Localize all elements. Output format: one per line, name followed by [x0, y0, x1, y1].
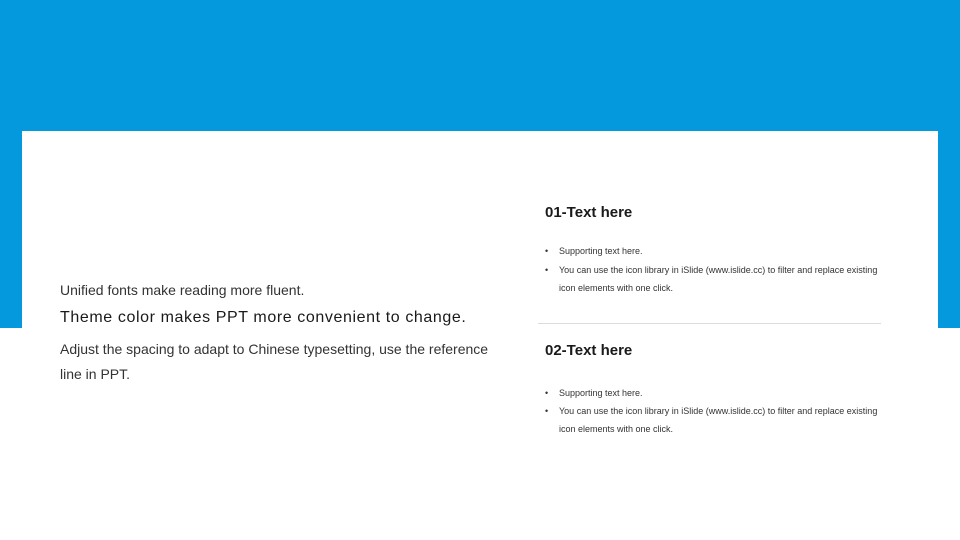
accent-band-top: [0, 0, 960, 131]
section-02: [545, 342, 890, 438]
bullet-text: You can use the icon library in iSlide (www.islide.cc) to filter and replace existing icon elements with one click.: [559, 265, 878, 293]
body-text-line-3: Adjust the spacing to adapt to Chinese typesetting, use the reference line in PPT.: [60, 341, 489, 382]
bullet-text: Supporting text here.: [559, 246, 643, 256]
section-title: 02-Text here: [545, 342, 633, 359]
bullet-dot-icon: •: [545, 388, 549, 398]
bullet-item: [545, 242, 890, 260]
bullet-item: [545, 384, 890, 402]
accent-band-right: [938, 131, 960, 328]
bullet-dot-icon: •: [545, 246, 549, 256]
bullet-dot-icon: •: [545, 265, 549, 275]
body-text-line-2: Theme color makes PPT more convenient to change.: [60, 309, 467, 326]
accent-band-left: [0, 131, 22, 328]
bullet-list: [545, 384, 890, 438]
body-text-line-1: Unified fonts make reading more fluent.: [60, 282, 305, 298]
bullet-item: [545, 261, 890, 297]
bullet-dot-icon: •: [545, 406, 549, 416]
section-divider: [538, 323, 881, 324]
content-card: [22, 131, 938, 540]
bullet-text: You can use the icon library in iSlide (www.islide.cc) to filter and replace existing icon elements with one click.: [559, 406, 878, 434]
bullet-list: [545, 242, 890, 297]
section-01: [545, 204, 890, 297]
section-title: 01-Text here: [545, 204, 633, 221]
bullet-text: Supporting text here.: [559, 388, 643, 398]
bullet-item: [545, 402, 890, 438]
